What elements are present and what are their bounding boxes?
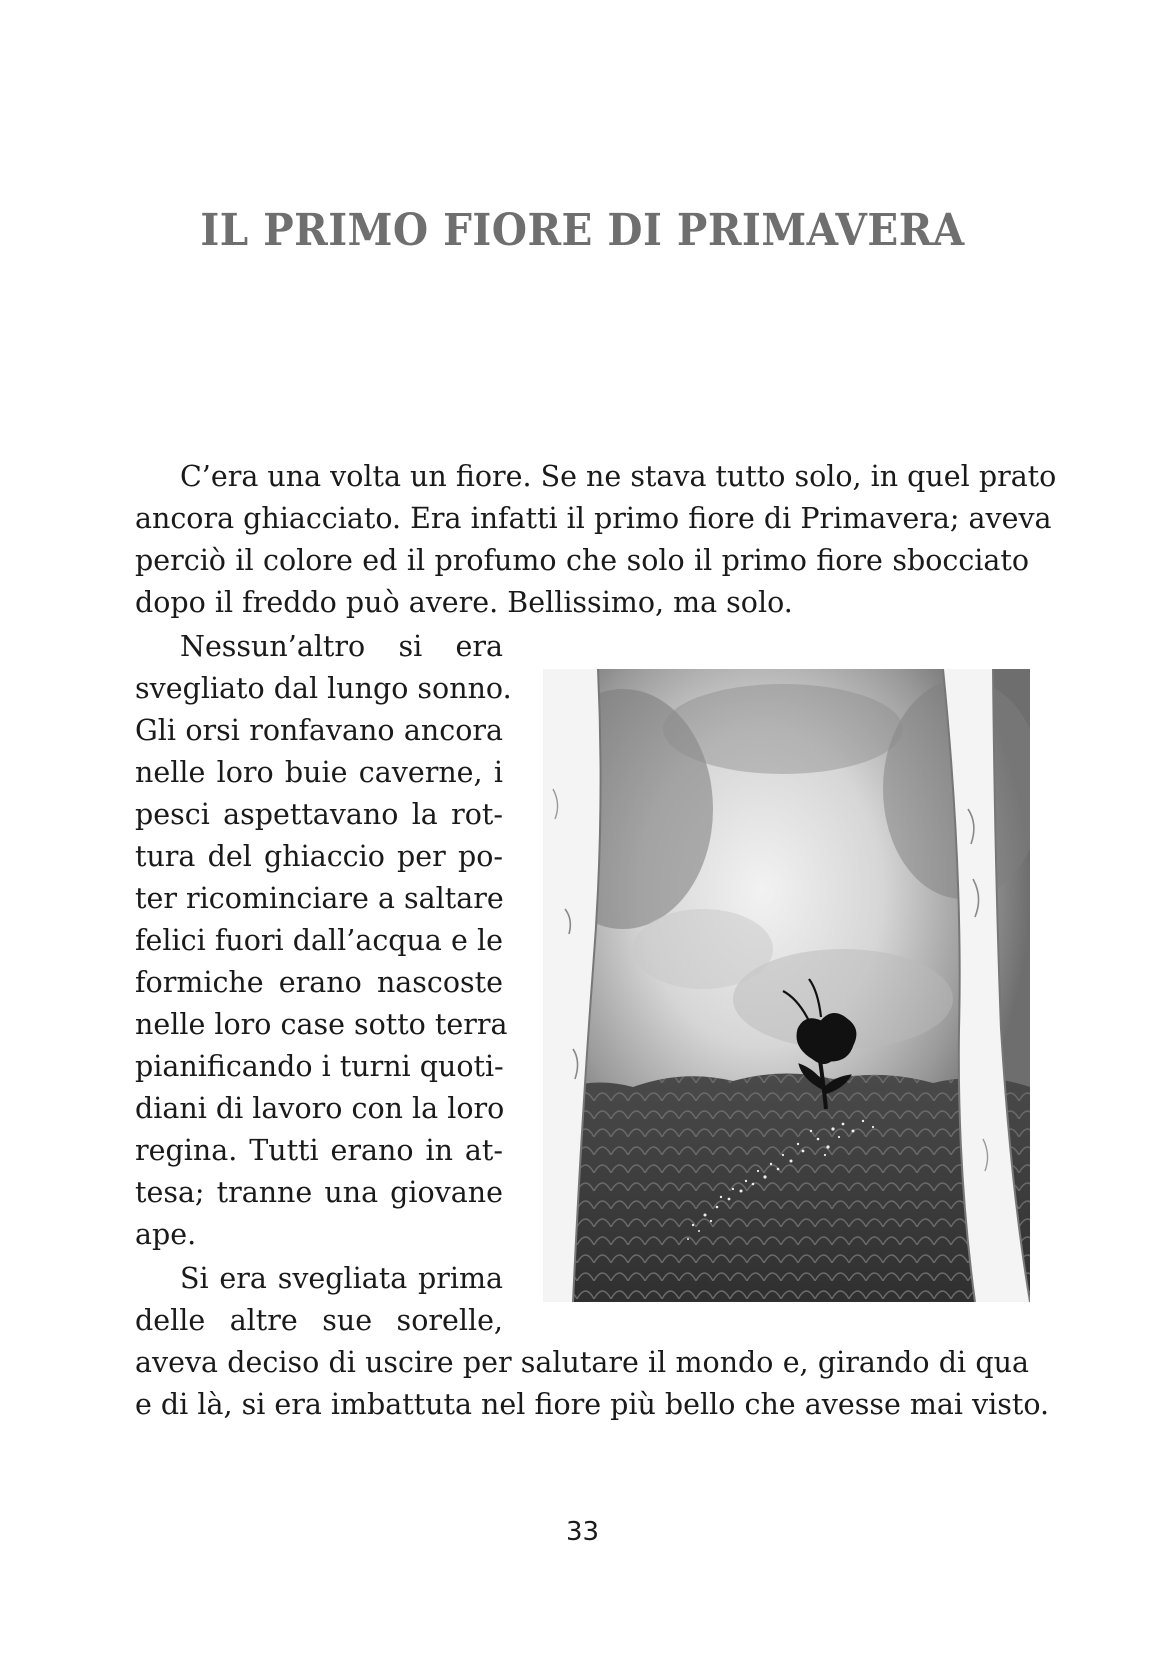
paragraph-2-line-3: Gli orsi ronfavano ancora (135, 714, 503, 747)
paragraph-3-line-2: delle altre sue sorelle, (135, 1304, 503, 1337)
paragraph-2-line-12: diani di lavoro con la loro (135, 1092, 505, 1125)
paragraph-3-line-4: e di là, si era imbattuta nel fiore più bello che avesse mai visto. (135, 1388, 1050, 1421)
paragraph-1-line-2: ancora ghiacciato. Era infatti il primo fiore di Primavera; aveva (135, 502, 1052, 535)
paragraph-2-line-4: nelle loro buie caverne, i (135, 756, 503, 789)
paragraph-2-line-5: pesci aspettavano la rot- (135, 798, 503, 831)
paragraph-2-line-15: ape. (135, 1218, 197, 1251)
paragraph-2-line-9: formiche erano nascoste (135, 966, 503, 999)
paragraph-1-line-1: C’era una volta un fiore. Se ne stava tutto solo, in quel prato (180, 460, 1057, 493)
paragraph-1-line-3: perciò il colore ed il profumo che solo il primo fiore sbocciato (135, 544, 1029, 577)
paragraph-2-line-2: svegliato dal lungo sonno. (135, 672, 512, 705)
paragraph-2-line-8: felici fuori dall’acqua e le (135, 924, 503, 957)
paragraph-2-line-10: nelle loro case sotto terra (135, 1008, 508, 1041)
paragraph-2-line-13: regina. Tutti erano in at- (135, 1134, 503, 1167)
chapter-title: IL PRIMO FIORE DI PRIMAVERA (200, 205, 965, 256)
paragraph-2-line-6: tura del ghiaccio per po- (135, 840, 503, 873)
paragraph-2-line-11: pianificando i turni quoti- (135, 1050, 504, 1083)
page-number: 33 (565, 1517, 600, 1547)
flower-illustration (543, 669, 1030, 1302)
paragraph-2-line-7: ter ricominciare a saltare (135, 882, 504, 915)
paragraph-3-line-1: Si era svegliata prima (180, 1262, 503, 1295)
paragraph-1-line-4: dopo il freddo può avere. Bellissimo, ma solo. (135, 586, 793, 619)
paragraph-2-line-14: tesa; tranne una giovane (135, 1176, 503, 1209)
paragraph-3-line-3: aveva deciso di uscire per salutare il mondo e, girando di qua (135, 1346, 1029, 1379)
paragraph-2-line-1: Nessun’altro si era (180, 630, 503, 663)
